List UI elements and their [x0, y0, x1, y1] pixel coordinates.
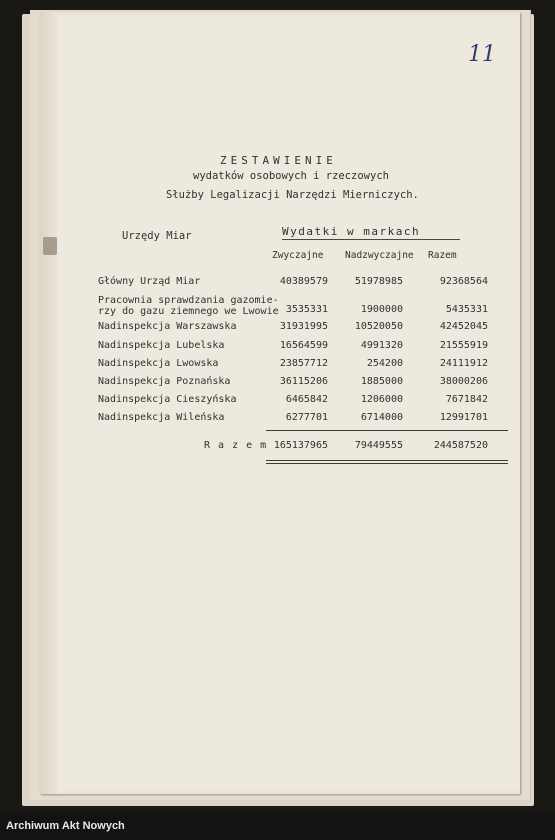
column-header-offices: Urzędy Miar — [122, 230, 192, 242]
value-total: 38000206 — [439, 376, 488, 387]
archive-label: Archiwum Akt Nowych — [6, 820, 125, 832]
total-sum: 244587520 — [433, 440, 488, 451]
value-total: 24111912 — [439, 358, 488, 369]
value-total: 7671842 — [445, 394, 488, 405]
column-group-header: Wydatki w markach — [282, 225, 421, 238]
table-row — [98, 412, 508, 428]
value-total: 5435331 — [445, 304, 488, 315]
office-name: Nadinspekcja Lwowska — [98, 358, 219, 369]
table-row — [98, 358, 508, 374]
header-underline — [282, 239, 460, 240]
total-label: R a z e m — [204, 440, 268, 451]
column-header-ordinary: Zwyczajne — [272, 250, 324, 261]
office-name-line: Pracownia sprawdzania gazomie- — [98, 295, 279, 306]
value-extraordinary: 51978985 — [354, 276, 403, 287]
document-subtitle: Służby Legalizacji Narzędzi Mierniczych. — [166, 189, 419, 201]
value-total: 21555919 — [439, 340, 488, 351]
office-name: Nadinspekcja Wileńska — [98, 412, 225, 423]
document-page — [40, 12, 520, 794]
value-extraordinary: 254200 — [366, 358, 403, 369]
table-row — [98, 340, 508, 356]
document-subtitle: wydatków osobowych i rzeczowych — [193, 170, 389, 182]
table-row — [98, 295, 508, 317]
value-ordinary: 36115206 — [279, 376, 328, 387]
office-name: Główny Urząd Miar — [98, 276, 201, 287]
archive-footer — [0, 812, 555, 840]
total-row — [98, 440, 508, 456]
total-ordinary: 165137965 — [273, 440, 328, 451]
total-rule — [266, 430, 508, 431]
value-total: 12991701 — [439, 412, 488, 423]
office-name: Nadinspekcja Lubelska — [98, 340, 225, 351]
value-extraordinary: 1900000 — [360, 304, 403, 315]
staple-mark — [43, 237, 57, 255]
binding-edge — [40, 12, 58, 794]
value-ordinary: 6465842 — [285, 394, 328, 405]
column-header-extraordinary: Nadzwyczajne — [345, 250, 414, 261]
value-total: 42452045 — [439, 321, 488, 332]
value-extraordinary: 10520050 — [354, 321, 403, 332]
office-name: Nadinspekcja Poznańska — [98, 376, 231, 387]
table-row — [98, 394, 508, 410]
total-double-rule — [266, 463, 508, 464]
table-row — [98, 276, 508, 292]
value-ordinary: 31931995 — [279, 321, 328, 332]
table-row — [98, 321, 508, 337]
total-double-rule — [266, 460, 508, 461]
document-title: ZESTAWIENIE — [220, 154, 337, 167]
value-ordinary: 16564599 — [279, 340, 328, 351]
value-total: 92368564 — [439, 276, 488, 287]
office-name: Nadinspekcja Warszawska — [98, 321, 237, 332]
value-ordinary: 6277701 — [285, 412, 328, 423]
value-ordinary: 3535331 — [285, 304, 328, 315]
column-header-total: Razem — [428, 250, 457, 261]
value-extraordinary: 4991320 — [360, 340, 403, 351]
office-name-line: rzy do gazu ziemnego we Lwowie — [98, 306, 279, 317]
value-ordinary: 40389579 — [279, 276, 328, 287]
total-extraordinary: 79449555 — [354, 440, 403, 451]
value-ordinary: 23857712 — [279, 358, 328, 369]
value-extraordinary: 1206000 — [360, 394, 403, 405]
office-name: Nadinspekcja Cieszyńska — [98, 394, 237, 405]
table-row — [98, 376, 508, 392]
value-extraordinary: 6714000 — [360, 412, 403, 423]
value-extraordinary: 1885000 — [360, 376, 403, 387]
folio-number: 11 — [468, 42, 496, 67]
